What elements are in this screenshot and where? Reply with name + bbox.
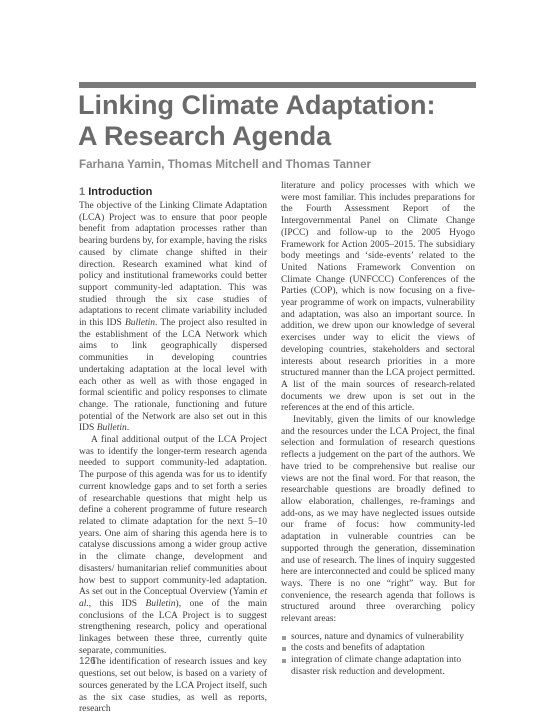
title-line-2: A Research Agenda bbox=[78, 121, 332, 151]
bullet-item: integration of climate change adaptation into disaster risk reduction and development. bbox=[281, 655, 475, 678]
bullet-item: the costs and benefits of adaptation bbox=[281, 643, 475, 655]
paragraph: Inevitably, given the limits of our knowledge and the resources under the LCA Project, the final selection and formulation of research questions reflects a judgement on the part of the authors. We have tried to be comprehensive but realise our views are not the final word. For that reason, the researchable questions are broadly defined to allow elaboration, challenges, re-framings and add-ons, as we may have neglected issues outside our frame of focus: how community-led adaptation in vulnerable countries can be supported through the generation, dissemination and use of research. The lines of inquiry suggested here are interconnected and could be spliced many ways. There is no one “right” way. But for convenience, the research agenda that follows is structured around three overarching policy relevant areas: bbox=[281, 415, 475, 625]
page-number: 126 bbox=[79, 656, 96, 667]
text-run: A final additional output of the LCA Project was to identify the longer-term research agenda needed to support community-led adaptation. The purpose of this agenda was for us to identify current knowledge gaps and to set forth a series of researchable questions that might help us define a coherent programme of future research related to climate adaptation for the next 5–10 years. One aim of sharing this agenda here is to catalyse discussions among a wider group active in the climate change, development and disasters/ humanitarian relief communities about how best to support community-led adaptation. As set out in the Conceptual Overview (Yamin bbox=[79, 435, 267, 598]
section-number: 1 bbox=[79, 186, 86, 198]
bullet-list bbox=[281, 632, 475, 679]
authors: Farhana Yamin, Thomas Mitchell and Thomas Tanner bbox=[79, 158, 372, 171]
section-heading bbox=[79, 186, 267, 199]
text-run: The objective of the Linking Climate Adaptation (LCA) Project was to ensure that poor people benefit from adaptation processes rather than bearing burdens by, for example, having the risks caused by climate change shifted in their direction. Research examined what kind of policy and institutional frameworks could better support community-led adaptation. This was studied through the six case studies of adaptations to recent climate variability included in this IDS bbox=[79, 201, 267, 329]
text-run: . bbox=[126, 423, 130, 434]
bullet-item: sources, nature and dynamics of vulnerability bbox=[281, 632, 475, 644]
section-title: Introduction bbox=[88, 186, 153, 198]
left-column bbox=[79, 186, 267, 716]
text-run: , this IDS bbox=[88, 598, 146, 609]
text-run-italic: Bulletin bbox=[145, 598, 176, 609]
paragraph bbox=[79, 435, 267, 657]
text-run: . The project also resulted in the establishment of the LCA Network which aims to link geographically dispersed communities in developing countries undertaking adaptation at the local level with each other as well as with those engaged in formal scientific and policy responses to climate change. The rationale, functioning and future potential of the Network are also set out in this IDS bbox=[79, 318, 267, 434]
paragraph: The identification of research issues and key questions, set out below, is based on a variety of sources generated by the LCA Project itself, such as the six case studies, as well as reports, research bbox=[79, 657, 267, 715]
title-line-1: Linking Climate Adaptation: bbox=[78, 90, 436, 120]
right-column bbox=[281, 181, 475, 679]
text-run-italic: Bulletin bbox=[96, 423, 127, 434]
title-rule bbox=[79, 82, 476, 88]
paragraph: literature and policy processes with which we were most familiar. This includes preparations for the Fourth Assessment Report of the Intergovernmental Panel on Climate Change (IPCC) and follow-up to the 2005 Hyogo Framework for Action 2005–2015. The subsidiary body meetings and ‘side-events’ related to the United Nations Framework Convention on Climate Change (UNFCCC) Conferences of the Parties (COP), which is now focusing on a five-year programme of work on impacts, vulnerability and adaptation, was also an important source. In addition, we drew upon our knowledge of several exercises under way to elicit the views of developing countries, stakeholders and sectoral interests about research priorities in a more structured manner than the LCA project permitted. A list of the main sources of research-related documents we drew upon is set out in the references at the end of this article. bbox=[281, 181, 475, 414]
text-run: ), one of the main conclusions of the LCA Project is to suggest strengthening research, policy and operational linkages between these three, currently quite separate, communities. bbox=[79, 598, 267, 656]
text-run-italic: Bulletin bbox=[124, 318, 156, 329]
article-title bbox=[78, 90, 498, 152]
paragraph bbox=[79, 201, 267, 435]
text-run-italic: et al. bbox=[79, 587, 267, 609]
